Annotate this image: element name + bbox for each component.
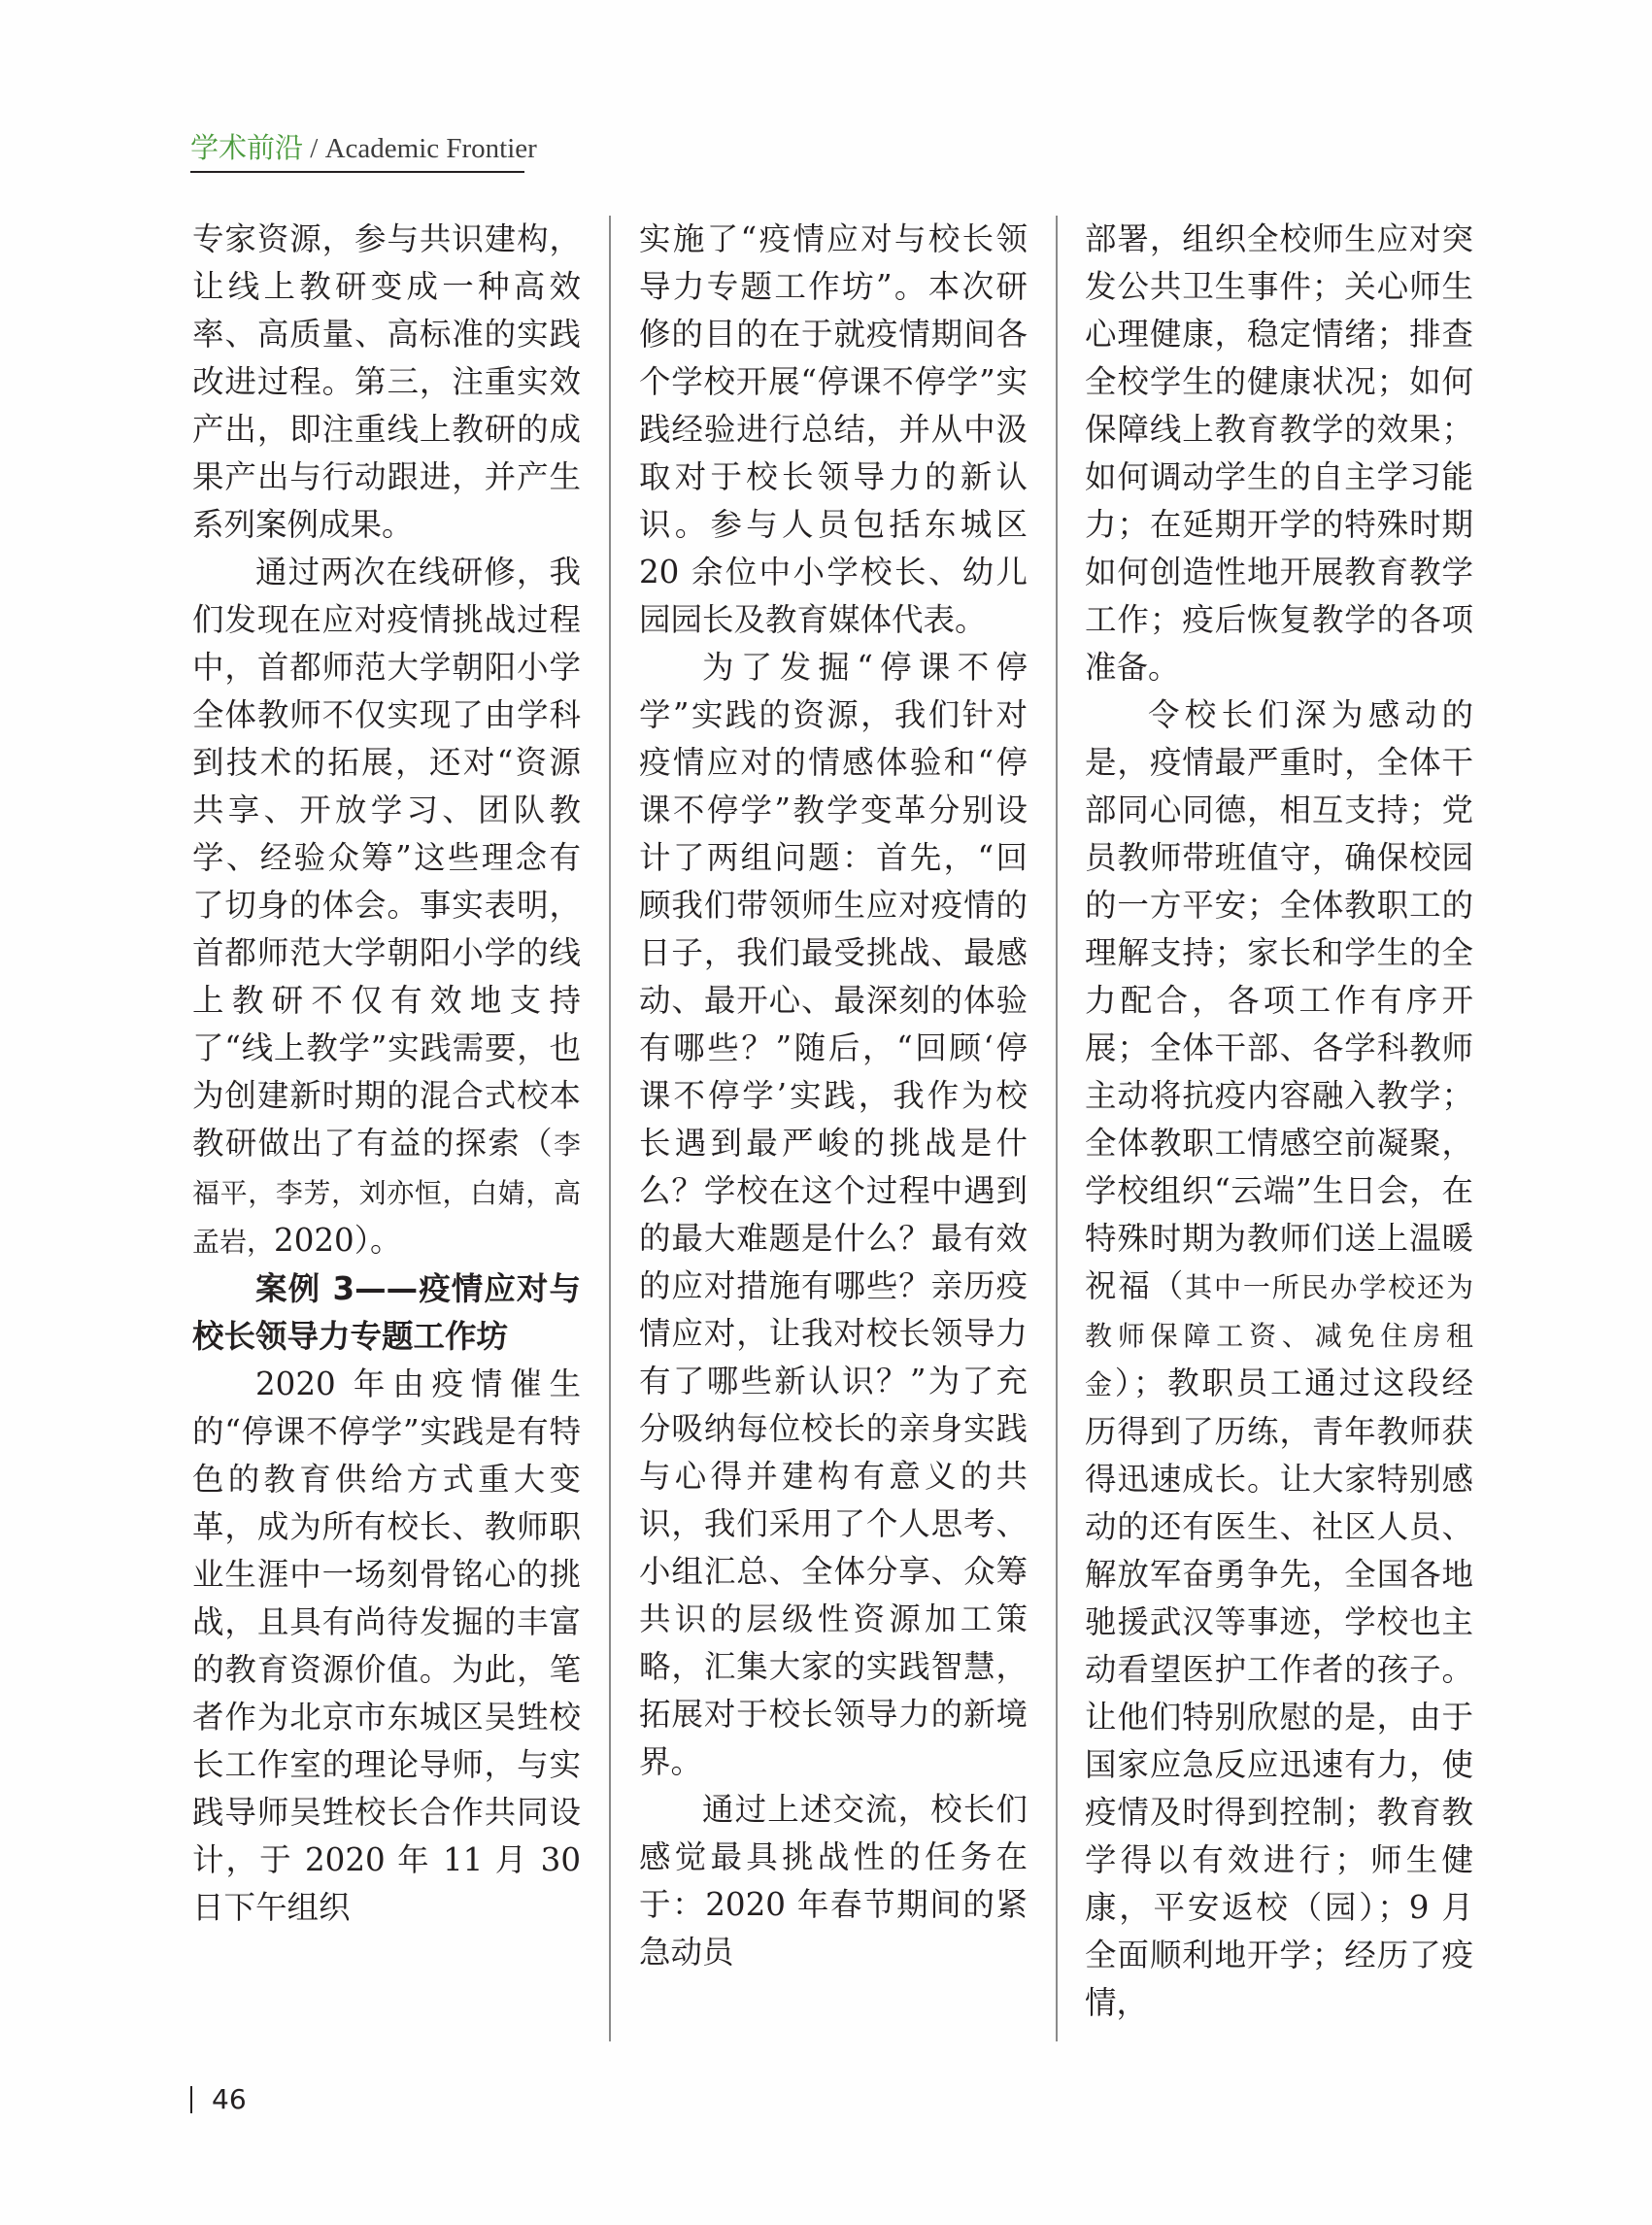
- footer-bar: [190, 2086, 192, 2113]
- citation-year: 2020）。: [274, 1222, 402, 1259]
- column-1: [192, 216, 581, 1932]
- paragraph: [1085, 691, 1473, 2027]
- paragraph: 2020 年由疫情催生的“停课不停学”实践是有特色的教育供给方式重大变革，成为所有校长、教师职业生涯中一场刻骨铭心的挑战，且具有尚待发掘的丰富的教育资源价值。为此，笔者作为北京市东城区吴甡校长工作室的理论导师，与实践导师吴甡校长合作共同设计，于 2020 年 11 月 30 日下午组织: [192, 1365, 581, 1926]
- column-3: [1085, 216, 1473, 2027]
- paragraph-text: 通过两次在线研修，我们发现在应对疫情挑战过程中，首都师范大学朝阳小学全体教师不仅实现了由学科到技术的拓展，还对“资源共享、开放学习、团队教学、经验众筹”这些理念有了切身的体会。事实表明，首都师范大学朝阳小学的线上教研不仅有效地支持了“线上教学”实践需要，也为创建新时期的混合式校本教研做出了有益的探索（: [192, 554, 581, 1162]
- header-underline: [190, 171, 524, 173]
- section-title-en: Academic Frontier: [324, 133, 537, 164]
- citation-authors: 李福平，李芳，刘亦恒，白婧，高孟岩，: [192, 1129, 581, 1258]
- parenthetical-note: 其中一所民办学校还为教师保障工资、减免住房租金: [1085, 1271, 1473, 1400]
- paragraph-text: ）；教职员工通过这段经历得到了历练，青年教师获得迅速成长。让大家特别感动的还有医生、社区人员、解放军奋勇争先，全国各地驰援武汉等事迹，学校也主动看望医护工作者的孩子。让他们特别欣慰的是，由于国家应急反应迅速有力，使疫情及时得到控制；教育教学得以有效进行；师生健康，平安返校（园）；9 月全面顺利地开学；经历了疫情，: [1085, 1365, 1473, 2021]
- page-footer: [190, 2085, 247, 2114]
- paragraph: 通过上述交流，校长们感觉最具挑战性的任务在于：2020 年春节期间的紧急动员: [639, 1791, 1028, 1971]
- running-header: [190, 130, 537, 166]
- header-separator: /: [303, 133, 325, 164]
- column-divider: [609, 216, 611, 2041]
- column-divider: [1056, 216, 1058, 2041]
- paragraph: 实施了“疫情应对与校长领导力专题工作坊”。本次研修的目的在于就疫情期间各个学校开展“停课不停学”实践经验进行总结，并从中汲取对于校长领导力的新认识。参与人员包括东城区 20 余位中小学校长、幼儿园园长及教育媒体代表。: [639, 220, 1028, 638]
- paragraph-text: 令校长们深为感动的是，疫情最严重时，全体干部同心同德，相互支持；党员教师带班值守，确保校园的一方平安；全体教职工的理解支持；家长和学生的全力配合，各项工作有序开展；全体干部、各学科教师主动将抗疫内容融入教学；全体教职工情感空前凝聚，学校组织“云端”生日会，在特殊时期为教师们送上温暖祝福（: [1085, 696, 1473, 1304]
- paragraph: 专家资源，参与共识建构，让线上教研变成一种高效率、高质量、高标准的实践改进过程。第三，注重实效产出，即注重线上教研的成果产出与行动跟进，并产生系列案例成果。: [192, 220, 581, 543]
- paragraph: [192, 549, 581, 1265]
- paragraph: 部署，组织全校师生应对突发公共卫生事件；关心师生心理健康，稳定情绪；排查全校学生的健康状况；如何保障线上教育教学的效果；如何调动学生的自主学习能力；在延期开学的特殊时期如何创造性地开展教育教学工作；疫后恢复教学的各项准备。: [1085, 220, 1473, 686]
- paragraph: 为了发掘“停课不停学”实践的资源，我们针对疫情应对的情感体验和“停课不停学”教学变革分别设计了两组问题：首先，“回顾我们带领师生应对疫情的日子，我们最受挑战、最感动、最开心、最深刻的体验有哪些？”随后，“回顾‘停课不停学’实践，我作为校长遇到最严峻的挑战是什么？学校在这个过程中遇到的最大难题是什么？最有效的应对措施有哪些？亲历疫情应对，让我对校长领导力有了哪些新认识？”为了充分吸纳每位校长的亲身实践与心得并建构有意义的共识，我们采用了个人思考、小组汇总、全体分享、众筹共识的层级性资源加工策略，汇集大家的实践智慧，拓展对于校长领导力的新境界。: [639, 649, 1028, 1780]
- case-heading: 案例 3——疫情应对与校长领导力专题工作坊: [192, 1270, 581, 1355]
- column-2: [639, 216, 1028, 1976]
- page-number: 46: [212, 2083, 247, 2115]
- section-title-zh: 学术前沿: [190, 131, 304, 164]
